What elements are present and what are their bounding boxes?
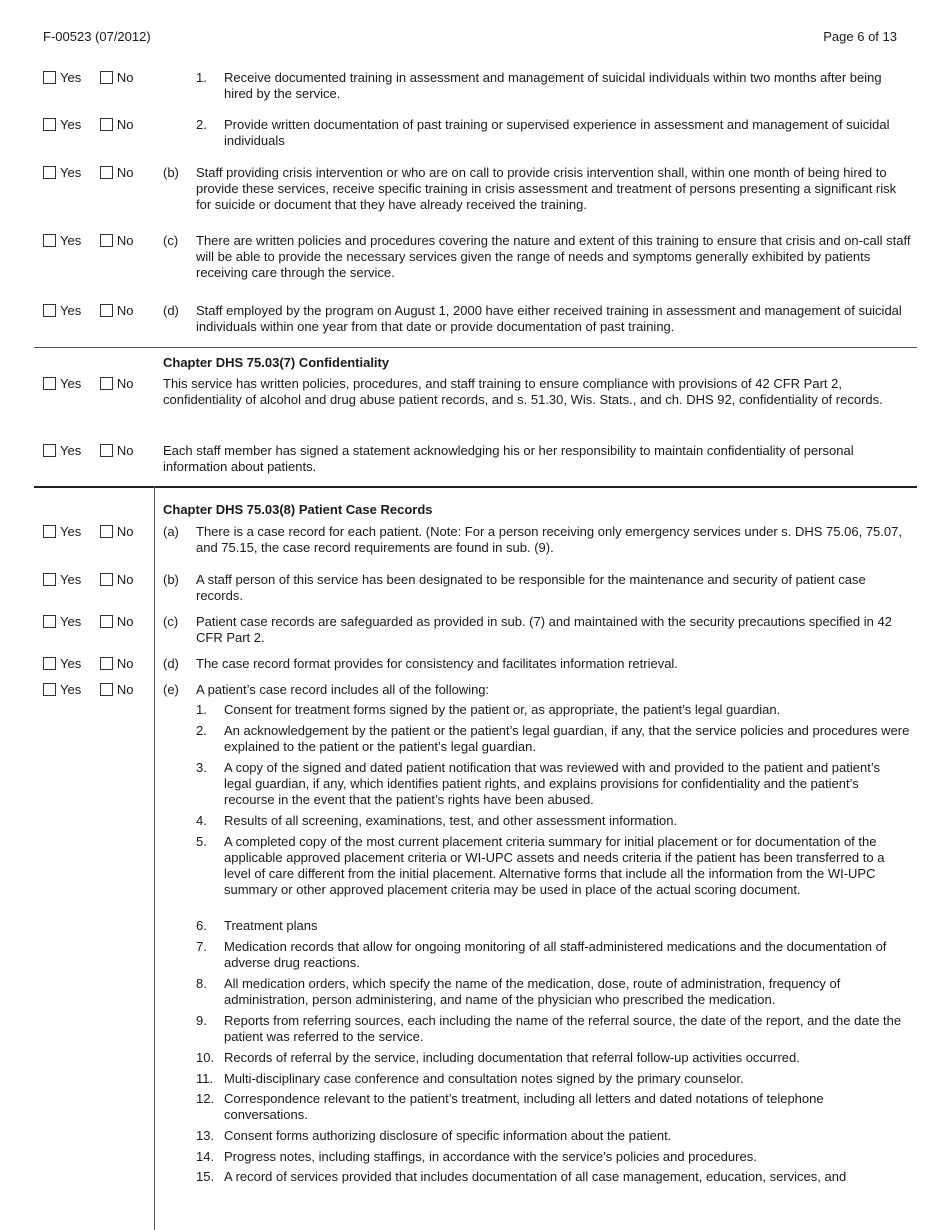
yes-no-group xyxy=(43,70,133,86)
checkbox-box-icon xyxy=(100,683,113,696)
checkbox-box-icon xyxy=(43,118,56,131)
yes-no-group xyxy=(43,165,133,181)
item-row xyxy=(0,233,950,283)
checkbox-box-icon xyxy=(43,234,56,247)
item-marker: (e) xyxy=(163,682,179,697)
list-item-number: 13. xyxy=(196,1128,215,1143)
yes-checkbox[interactable]: Yes xyxy=(43,656,81,672)
yes-checkbox[interactable]: Yes xyxy=(43,572,81,588)
yes-checkbox[interactable]: Yes xyxy=(43,524,81,540)
item-marker: (d) xyxy=(163,303,179,318)
yes-checkbox[interactable]: Yes xyxy=(43,443,81,459)
yes-no-group xyxy=(43,656,133,672)
item-row xyxy=(0,614,950,648)
yes-checkbox[interactable]: Yes xyxy=(43,70,81,86)
yes-no-group xyxy=(43,614,133,630)
no-checkbox[interactable]: No xyxy=(100,70,134,86)
list-item-number: 14. xyxy=(196,1149,215,1164)
checkbox-box-icon xyxy=(43,304,56,317)
no-checkbox[interactable]: No xyxy=(100,303,134,319)
checkbox-box-icon xyxy=(43,525,56,538)
yes-no-group xyxy=(43,682,133,698)
item-text: There are written policies and procedures covering the nature and extent of this training to ensure that crisis and on-call staff will be able to provide the necessary services given the range of needs and symptoms generally exhibited by patients receiving care through the service. xyxy=(196,233,911,280)
item-marker: (b) xyxy=(163,165,179,180)
no-checkbox[interactable]: No xyxy=(100,443,134,459)
item-text: A staff person of this service has been designated to be responsible for the maintenance and security of patient case records. xyxy=(196,572,866,603)
list-item-number: 8. xyxy=(196,976,207,991)
item-marker: 1. xyxy=(196,70,207,85)
item-text: Provide written documentation of past training or supervised experience in assessment and management of suicidal individuals xyxy=(224,117,890,148)
no-checkbox[interactable]: No xyxy=(100,117,134,133)
checkbox-box-icon xyxy=(100,525,113,538)
checkbox-box-icon xyxy=(100,444,113,457)
list-item-text: Results of all screening, examinations, test, and other assessment information. xyxy=(224,813,678,828)
item-marker: 2. xyxy=(196,117,207,132)
checkbox-box-icon xyxy=(43,657,56,670)
item-row xyxy=(0,524,950,558)
no-checkbox[interactable]: No xyxy=(100,524,134,540)
item-marker: (b) xyxy=(163,572,179,587)
yes-checkbox[interactable]: Yes xyxy=(43,165,81,181)
yes-no-group xyxy=(43,117,133,133)
checkbox-box-icon xyxy=(43,444,56,457)
list-item-number: 2. xyxy=(196,723,207,738)
yes-checkbox[interactable]: Yes xyxy=(43,682,81,698)
page-number: Page 6 of 13 xyxy=(823,29,897,44)
item-row xyxy=(0,303,950,337)
checkbox-box-icon xyxy=(43,71,56,84)
list-item-number: 15. xyxy=(196,1169,215,1184)
item-row xyxy=(0,70,950,104)
checkbox-box-icon xyxy=(100,573,113,586)
checkbox-box-icon xyxy=(43,683,56,696)
yes-no-group xyxy=(43,443,133,459)
yes-no-group xyxy=(43,376,133,392)
checkbox-box-icon xyxy=(43,573,56,586)
list-item-text: A copy of the signed and dated patient notification that was reviewed with and provided to the patient and patient’s legal guardian, if any, which identifies patient rights, and explains provisions for confidentiality and the patient’s recourse in the event that the patient’s rights have been abused. xyxy=(224,760,880,807)
item-marker: (c) xyxy=(163,614,179,629)
checkbox-box-icon xyxy=(43,166,56,179)
item-text: There is a case record for each patient. (Note: For a person receiving only emergency services under s. DHS 75.06, 75.07, and 75.15, the case record requirements are found in sub. (9). xyxy=(196,524,902,555)
list-item-number: 6. xyxy=(196,918,207,933)
item-marker: (d) xyxy=(163,656,179,671)
item-text: Receive documented training in assessment and management of suicidal individuals within two months after being hired by the service. xyxy=(224,70,882,101)
checkbox-box-icon xyxy=(100,615,113,628)
item-row xyxy=(0,443,950,477)
item-row xyxy=(0,572,950,606)
list-item-number: 1. xyxy=(196,702,207,717)
yes-no-group xyxy=(43,572,133,588)
no-checkbox[interactable]: No xyxy=(100,682,134,698)
list-item-number: 9. xyxy=(196,1013,207,1028)
list-item-text: Progress notes, including staffings, in accordance with the service’s policies and procedures. xyxy=(224,1149,757,1164)
item-text: Staff providing crisis intervention or who are on call to provide crisis intervention shall, within one month of being hired to provide these services, receive specific training in crisis assessment and treatment of persons presenting a significant risk for suicide or document that they have already received the training. xyxy=(196,165,897,212)
list-item-text: An acknowledgement by the patient or the patient’s legal guardian, if any, that the service policies and procedures were explained to the patient or the patient’s legal guardian. xyxy=(224,723,910,754)
no-checkbox[interactable]: No xyxy=(100,656,134,672)
item-row xyxy=(0,376,950,426)
list-item-text: Correspondence relevant to the patient’s treatment, including all letters and dated notations of telephone conversations. xyxy=(224,1091,824,1122)
yes-checkbox[interactable]: Yes xyxy=(43,614,81,630)
item-text: This service has written policies, procedures, and staff training to ensure compliance with provisions of 42 CFR Part 2, confidentiality of alcohol and drug abuse patient records, and s. 51.30, Wis. Stats., and ch. DHS 92, confidentiality of records. xyxy=(163,376,883,407)
item-text: The case record format provides for consistency and facilitates information retrieval. xyxy=(196,656,678,671)
list-item-number: 5. xyxy=(196,834,207,849)
checkbox-box-icon xyxy=(100,234,113,247)
form-id: F-00523 (07/2012) xyxy=(43,29,151,44)
list-item-number: 7. xyxy=(196,939,207,954)
item-row xyxy=(0,656,950,674)
item-row xyxy=(0,117,950,151)
yes-no-group xyxy=(43,524,133,540)
checkbox-box-icon xyxy=(100,118,113,131)
list-item-text: Reports from referring sources, each including the name of the referral source, the date of the report, and the date the patient was referred to the service. xyxy=(224,1013,902,1044)
no-checkbox[interactable]: No xyxy=(100,572,134,588)
item-row xyxy=(0,165,950,215)
item-row xyxy=(0,682,950,700)
item-marker: (c) xyxy=(163,233,179,248)
list-item-text: Multi-disciplinary case conference and consultation notes signed by the primary counselor. xyxy=(224,1071,744,1086)
list-item-text: Medication records that allow for ongoing monitoring of all staff-administered medications and the documentation of adverse drug reactions. xyxy=(224,939,887,970)
yes-no-group xyxy=(43,303,133,319)
yes-checkbox[interactable]: Yes xyxy=(43,233,81,249)
item-text: A patient’s case record includes all of the following: xyxy=(196,682,490,697)
section-heading: Chapter DHS 75.03(8) Patient Case Records xyxy=(163,502,433,517)
checkbox-box-icon xyxy=(100,377,113,390)
list-item-number: 10. xyxy=(196,1050,215,1065)
list-item-text: All medication orders, which specify the name of the medication, dose, route of administration, frequency of administration, person administering, and name of the physician who prescribed the medication. xyxy=(224,976,841,1007)
list-item-text: A record of services provided that includes documentation of all case management, education, services, and xyxy=(224,1169,847,1184)
yes-checkbox[interactable]: Yes xyxy=(43,303,81,319)
no-checkbox[interactable]: No xyxy=(100,233,134,249)
no-checkbox[interactable]: No xyxy=(100,376,134,392)
section-heading-row xyxy=(0,355,950,371)
checkbox-box-icon xyxy=(100,304,113,317)
list-item-text: Consent forms authorizing disclosure of specific information about the patient. xyxy=(224,1128,672,1143)
item-text: Each staff member has signed a statement acknowledging his or her responsibility to maintain confidentiality of personal information about patients. xyxy=(163,443,854,474)
checkbox-box-icon xyxy=(43,615,56,628)
list-item-text: Records of referral by the service, including documentation that referral follow-up activities occurred. xyxy=(224,1050,800,1065)
section-divider xyxy=(34,486,917,488)
list-item-text: A completed copy of the most current placement criteria summary for initial placement or for documentation of the applicable approved placement criteria or WI-UPC assets and needs criteria if the patient has been transferred to a level of care different from the initial placement. Alternative forms that include all the information from the WI-UPC summary or other approved placement criteria may be used in place of the actual scoring document. xyxy=(224,834,885,897)
checkbox-box-icon xyxy=(100,71,113,84)
list-item-number: 12. xyxy=(196,1091,215,1106)
yes-no-group xyxy=(43,233,133,249)
no-checkbox[interactable]: No xyxy=(100,614,134,630)
list-item-number: 11. xyxy=(196,1071,214,1086)
yes-checkbox[interactable]: Yes xyxy=(43,376,81,392)
list-item-text: Consent for treatment forms signed by the patient or, as appropriate, the patient’s legal guardian. xyxy=(224,702,781,717)
checkbox-box-icon xyxy=(43,377,56,390)
checkbox-box-icon xyxy=(100,657,113,670)
item-text: Patient case records are safeguarded as provided in sub. (7) and maintained with the security precautions specified in 42 CFR Part 2. xyxy=(196,614,892,645)
item-text: Staff employed by the program on August 1, 2000 have either received training in assessment and management of suicidal individuals within one year from that date or provide documentation of past training. xyxy=(196,303,902,334)
list-item-number: 3. xyxy=(196,760,207,775)
no-checkbox[interactable]: No xyxy=(100,165,134,181)
list-item-number: 4. xyxy=(196,813,207,828)
section-divider xyxy=(34,347,917,348)
yes-checkbox[interactable]: Yes xyxy=(43,117,81,133)
list-item-text: Treatment plans xyxy=(224,918,318,933)
section-heading: Chapter DHS 75.03(7) Confidentiality xyxy=(163,355,390,370)
page-header xyxy=(43,29,897,45)
item-marker: (a) xyxy=(163,524,179,539)
section-heading-row xyxy=(0,502,950,518)
checkbox-box-icon xyxy=(100,166,113,179)
